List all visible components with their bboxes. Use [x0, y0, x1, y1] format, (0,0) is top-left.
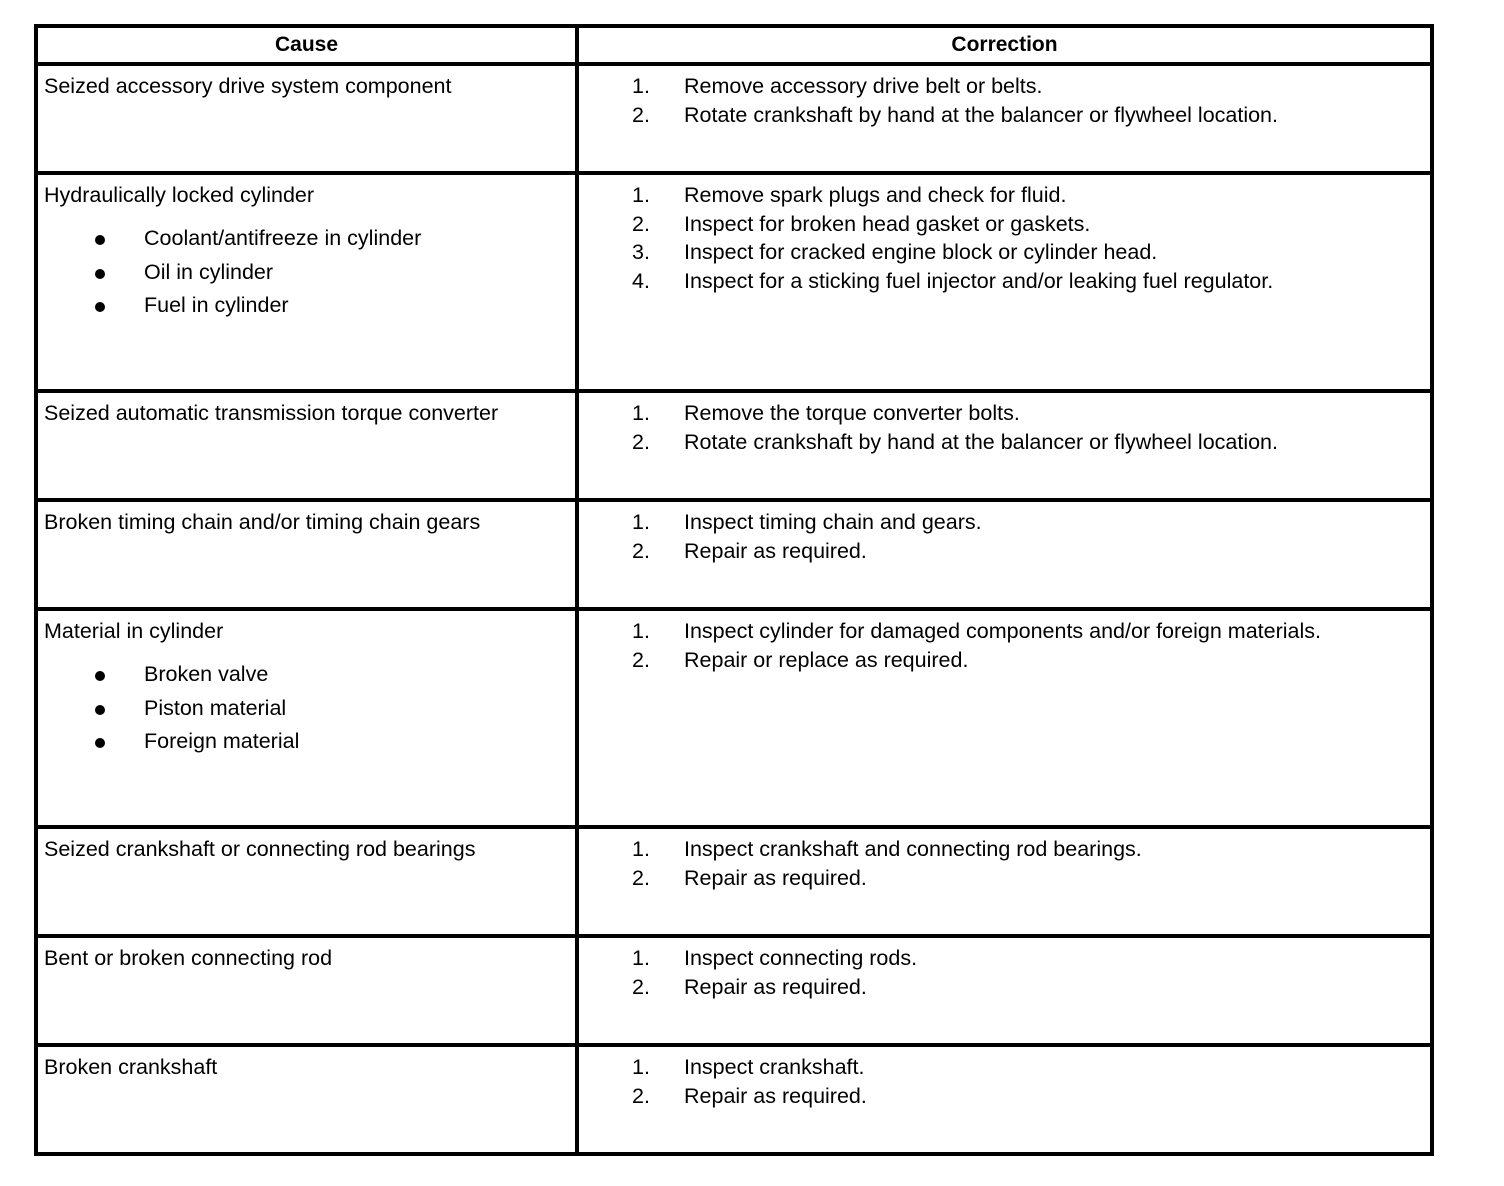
step-text: Inspect for a sticking fuel injector and/or leaking fuel regulator. [684, 269, 1274, 294]
step-text: Rotate crankshaft by hand at the balancer or flywheel location. [684, 429, 1278, 454]
list-item [38, 224, 575, 258]
bullet-icon [95, 269, 105, 279]
correction-cell [577, 500, 1432, 609]
list-item [38, 694, 575, 728]
correction-steps [579, 938, 1430, 1001]
cause-cell [36, 391, 577, 500]
list-item [579, 1053, 1430, 1082]
step-number: 2. [632, 538, 650, 563]
cause-column-header: Cause [36, 26, 577, 64]
cause-text: Seized accessory drive system component [44, 74, 452, 98]
cause-cell [36, 500, 577, 609]
list-item [579, 537, 1430, 566]
diagnostic-table [34, 24, 1434, 1156]
bullet-text: Oil in cylinder [144, 259, 274, 284]
list-item [38, 727, 575, 761]
step-number: 1. [632, 74, 650, 98]
cause-text: Seized crankshaft or connecting rod bearings [44, 837, 476, 861]
step-text: Repair as required. [684, 974, 867, 999]
cause-text: Hydraulically locked cylinder [44, 183, 315, 207]
cause-text: Broken crankshaft [44, 1055, 218, 1079]
cause-cell [36, 64, 577, 173]
cause-cell [36, 827, 577, 936]
correction-cell [577, 391, 1432, 500]
bullet-icon [95, 235, 105, 245]
table-body [36, 64, 1432, 1154]
table-row [36, 173, 1432, 391]
list-item [38, 660, 575, 694]
step-text: Inspect crankshaft. [684, 1055, 865, 1079]
step-text: Inspect cylinder for damaged components and/or foreign materials. [684, 619, 1321, 643]
table-row [36, 609, 1432, 827]
step-text: Repair as required. [684, 865, 867, 890]
correction-steps [579, 611, 1430, 674]
step-text: Inspect for broken head gasket or gaskets. [684, 211, 1091, 236]
step-text: Inspect connecting rods. [684, 946, 918, 970]
cause-cell [36, 1045, 577, 1154]
correction-steps [579, 175, 1430, 296]
bullet-text: Broken valve [144, 662, 269, 686]
list-item [38, 291, 575, 325]
correction-cell [577, 609, 1432, 827]
list-item [579, 973, 1430, 1002]
list-item [579, 944, 1430, 973]
bullet-text: Coolant/antifreeze in cylinder [144, 226, 422, 250]
step-number: 2. [632, 102, 650, 127]
step-number: 1. [632, 837, 650, 861]
list-item [579, 210, 1430, 239]
step-text: Remove spark plugs and check for fluid. [684, 183, 1067, 207]
cause-cell [36, 609, 577, 827]
step-number: 1. [632, 401, 650, 425]
list-item [38, 258, 575, 292]
step-text: Rotate crankshaft by hand at the balancer or flywheel location. [684, 102, 1278, 127]
list-item [579, 101, 1430, 130]
list-item [579, 508, 1430, 537]
correction-steps [579, 502, 1430, 565]
list-item [579, 428, 1430, 457]
bullet-text: Foreign material [144, 729, 300, 753]
bullet-icon [95, 705, 105, 715]
correction-steps [579, 393, 1430, 456]
step-number: 1. [632, 1055, 650, 1079]
step-number: 2. [632, 974, 650, 999]
cause-text: Seized automatic transmission torque converter [44, 401, 499, 425]
list-item [579, 399, 1430, 428]
table-row [36, 64, 1432, 173]
bullet-text: Fuel in cylinder [144, 293, 289, 317]
list-item [579, 72, 1430, 101]
step-number: 2. [632, 1083, 650, 1108]
step-number: 1. [632, 946, 650, 970]
step-number: 1. [632, 510, 650, 534]
table-row [36, 936, 1432, 1045]
correction-cell [577, 64, 1432, 173]
list-item [579, 617, 1430, 646]
step-number: 3. [632, 240, 650, 265]
list-item [579, 1082, 1430, 1111]
step-text: Repair or replace as required. [684, 647, 969, 672]
correction-column-header: Correction [577, 26, 1432, 64]
step-number: 2. [632, 429, 650, 454]
step-number: 1. [632, 183, 650, 207]
step-text: Inspect timing chain and gears. [684, 510, 982, 534]
correction-cell [577, 173, 1432, 391]
step-text: Inspect crankshaft and connecting rod bearings. [684, 837, 1142, 861]
correction-steps [579, 829, 1430, 892]
list-item [579, 267, 1430, 296]
list-item [579, 864, 1430, 893]
step-number: 4. [632, 269, 650, 294]
step-text: Remove accessory drive belt or belts. [684, 74, 1043, 98]
bullet-icon [95, 738, 105, 748]
table-row [36, 391, 1432, 500]
list-item [579, 181, 1430, 210]
cause-text: Broken timing chain and/or timing chain gears [44, 510, 481, 534]
correction-steps [579, 1047, 1430, 1110]
step-number: 2. [632, 647, 650, 672]
bullet-icon [95, 302, 105, 312]
step-number: 2. [632, 211, 650, 236]
correction-cell [577, 1045, 1432, 1154]
step-text: Remove the torque converter bolts. [684, 401, 1020, 425]
correction-cell [577, 827, 1432, 936]
correction-steps [579, 66, 1430, 129]
step-text: Inspect for cracked engine block or cylinder head. [684, 240, 1158, 265]
bullet-icon [95, 671, 105, 681]
list-item [579, 238, 1430, 267]
table-row [36, 500, 1432, 609]
cause-cell [36, 173, 577, 391]
table-row [36, 1045, 1432, 1154]
step-text: Repair as required. [684, 1083, 867, 1108]
cause-cell [36, 936, 577, 1045]
cause-text: Bent or broken connecting rod [44, 946, 333, 970]
cause-detail-list [38, 224, 575, 325]
cause-text: Material in cylinder [44, 619, 224, 643]
header-row [36, 26, 1432, 64]
list-item [579, 646, 1430, 675]
bullet-text: Piston material [144, 695, 287, 720]
step-number: 1. [632, 619, 650, 643]
cause-detail-list [38, 660, 575, 761]
list-item [579, 835, 1430, 864]
step-number: 2. [632, 865, 650, 890]
table-row [36, 827, 1432, 936]
correction-cell [577, 936, 1432, 1045]
step-text: Repair as required. [684, 538, 867, 563]
